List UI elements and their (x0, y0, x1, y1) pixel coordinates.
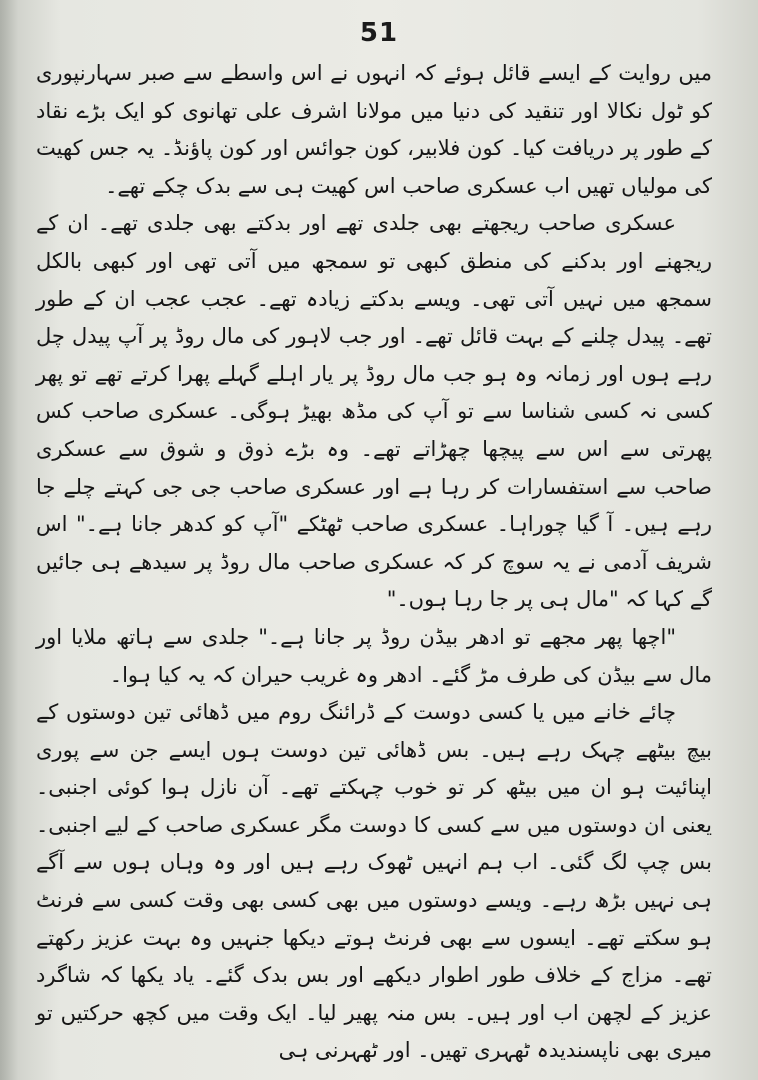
paragraph-4: چائے خانے میں یا کسی دوست کے ڈرائنگ روم میں ڈھائی تین دوستوں کے بیچ بیٹھے چہک رہے ہیں۔ بس ڈھائی تین دوست ہوں ایسے جن سے پوری اپنائیت ہو ان میں بیٹھ کر تو خوب چہکتے تھے۔ آن نازل ہوا کوئی اجنبی۔ یعنی ان دوستوں میں سے کسی کا دوست مگر عسکری صاحب کے لیے اجنبی۔ بس چپ لگ گئی۔ اب ہم انہیں ٹھوک رہے ہیں اور وہ وہاں ہوں سے آگے ہی نہیں بڑھ رہے۔ ویسے دوستوں میں بھی کسی بھی وقت کسی سے فرنٹ ہو سکتے تھے۔ ایسوں سے بھی فرنٹ ہوتے دیکھا جنہیں وہ بہت عزیز رکھتے تھے۔ مزاج کے خلاف طور اطوار دیکھے اور بس بدک گئے۔ یاد یکھا کہ شاگرد عزیز کے لچھن اب اور ہیں۔ بس منہ پھیر لیا۔ ایک وقت میں کچھ حرکتیں تو میری بھی ناپسندیدہ ٹھہری تھیں۔ اور ٹھہرنی ہی (36, 700, 712, 1063)
page-body-text (36, 55, 712, 1070)
paragraph-1: میں روایت کے ایسے قائل ہوئے کہ انہوں نے اس واسطے سے صبر سہارنپوری کو ٹول نکالا اور تنقید کی دنیا میں مولانا اشرف علی تھانوی کو ایک بڑے نقاد کے طور پر دریافت کیا۔ کون فلابیر، کون جوائس اور کون پاؤنڈ۔ یہ جس کھیت کی مولیاں تھیں اب عسکری صاحب اس کھیت ہی سے بدک چکے تھے۔ (36, 61, 712, 198)
page-edge-shadow (0, 0, 18, 1080)
page-number: 51 (359, 18, 399, 48)
paragraph-2: عسکری صاحب ریجھتے بھی جلدی تھے اور بدکتے بھی جلدی تھے۔ ان کے ریجھنے اور بدکنے کی منطق کبھی تو سمجھ میں آتی تھی اور کبھی بالکل سمجھ میں نہیں آتی تھی۔ ویسے بدکتے زیادہ تھے۔ عجب عجب ان کے طور تھے۔ پیدل چلنے کے بہت قائل تھے۔ اور جب لاہور کی مال روڈ پر آپ پیدل چل رہے ہوں اور زمانہ وہ ہو جب مال روڈ پر یار اہلے گہلے پھرا کرتے تھے تو پھر کسی نہ کسی شناسا سے تو آپ کی مڈھ بھیڑ ہوگی۔ عسکری صاحب کس پھرتی سے اس سے پیچھا چھڑاتے تھے۔ وہ بڑے ذوق و شوق سے عسکری صاحب سے استفسارات کر رہا ہے اور عسکری صاحب جی جی کہتے چلے جا رہے ہیں۔ آ گیا چوراہا۔ عسکری صاحب ٹھٹکے "آپ کو کدھر جانا ہے۔" اس شریف آدمی نے یہ سوچ کر کہ عسکری صاحب مال روڈ پر سیدھے ہی جائیں گے کہا کہ "مال ہی پر جا رہا ہوں۔" (36, 211, 712, 612)
paragraph-3: "اچھا پھر مجھے تو ادھر بیڈن روڈ پر جانا ہے۔" جلدی سے ہاتھ ملایا اور مال سے بیڈن کی طرف مڑ گئے۔ ادھر وہ غریب حیران کہ یہ کیا ہوا۔ (36, 624, 712, 687)
